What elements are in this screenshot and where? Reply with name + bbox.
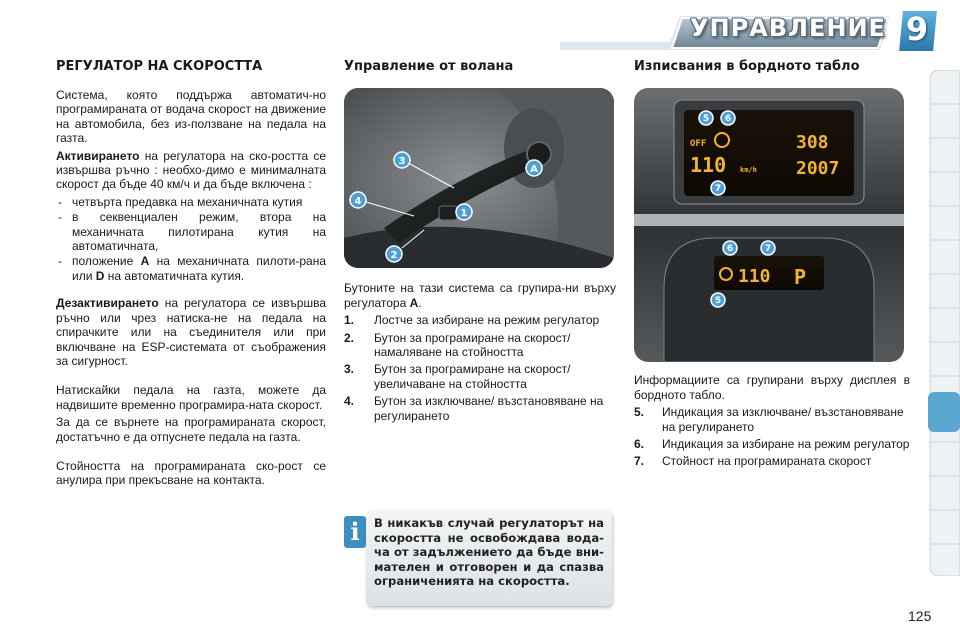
intro-text: Система, която поддържа автоматич-но програмираната от водача скорост на движение на автомобила, без из-ползване на педала на газта. — [56, 88, 326, 146]
condition-item — [56, 254, 326, 283]
condition-text: на механичната пилоти-рана или — [72, 254, 327, 283]
page-number: 125 — [908, 608, 932, 624]
list-item — [344, 331, 616, 360]
item-number: 4. — [344, 394, 355, 409]
item-number: 7. — [634, 454, 645, 469]
item-text: Бутон за програмиране на скорост/увеличаване на стойността — [374, 362, 571, 391]
item-number: 2. — [344, 330, 355, 345]
item-number: 5. — [634, 405, 645, 420]
section-title: Изписвания в бордното табло — [634, 59, 860, 74]
upper-unit: km/h — [740, 166, 757, 174]
list-item — [634, 454, 910, 468]
condition-item: - четвърта предавка на механичната кутия — [56, 195, 326, 209]
activation-paragraph — [56, 149, 326, 192]
callout-7: 7 — [714, 184, 722, 194]
dashboard-display-section — [634, 60, 910, 469]
callout-7-lower: 7 — [764, 244, 772, 254]
buttons-intro — [344, 281, 616, 310]
condition-text: на автоматичната кутия. — [104, 268, 245, 283]
section-title: Управление от волана — [344, 59, 514, 74]
callout-5-lower: 5 — [714, 296, 722, 306]
return-text: За да се върнете на програмираната скорост, достатъчно е да отпуснете педала на газта. — [56, 415, 326, 444]
gear-d: D — [95, 268, 105, 283]
callout-2: 2 — [390, 250, 398, 261]
item-text: Стойност на програмираната скорост — [662, 454, 872, 469]
list-item — [344, 362, 616, 391]
deactivation-paragraph — [56, 296, 326, 368]
item-text: Лостче за избиране на режим регулатор — [374, 313, 600, 328]
display-intro: Информациите са групирани върху дисплея в бордното табло. — [634, 373, 910, 402]
odometer-value: 2007 — [796, 158, 840, 179]
list-item — [634, 437, 910, 451]
intro-text: Бутоните на тази система са групира-ни върху регулатора — [344, 281, 616, 310]
callout-6: 6 — [724, 114, 732, 124]
range-value: 308 — [796, 132, 829, 153]
condition-text: положение — [72, 254, 141, 269]
item-number: 1. — [344, 313, 355, 328]
instrument-panel-photo — [634, 88, 904, 362]
gas-text: Натискайки педала на газта, можете да надвишите временно програмира-ната скорост. — [56, 383, 326, 412]
item-text: Бутон за програмиране на скорост/намаляване на стойността — [374, 330, 571, 360]
intro-text: . — [418, 295, 422, 310]
list-item — [344, 313, 616, 327]
activation-text: на регулатора на ско-ростта се извършва ръчно : необхо-димо е минималната скорост да бъде 40 км/ч и да бъде включена : — [56, 148, 326, 192]
list-item — [344, 394, 616, 423]
lower-speed: 110 — [738, 266, 771, 287]
activation-label: Активирането — [56, 148, 140, 163]
cancel-text: Стойността на програмираната ско-рост се анулира при прекъсване на контакта. — [56, 458, 326, 488]
chapter-tabs — [926, 70, 960, 576]
chapter-title: УПРАВЛЕНИЕ — [690, 14, 886, 42]
off-indicator: OFF — [690, 139, 707, 149]
gear-a: A — [140, 254, 150, 269]
active-tab[interactable] — [928, 392, 960, 432]
steering-stalk-photo — [344, 88, 614, 268]
callout-a: A — [530, 164, 538, 175]
info-icon: i — [344, 516, 366, 548]
callout-3: 3 — [398, 156, 406, 167]
item-text: Индикация за изключване/ възстановяване на регулирането — [662, 405, 904, 434]
gear-indicator: P — [794, 265, 807, 289]
callout-5: 5 — [702, 114, 710, 124]
callout-4: 4 — [354, 196, 362, 207]
deactivation-text: на регулатора се извършва ръчно или чрез натиска-не на педала на спирачките или на съединителя или при включване на ESP-системата от съображения за сигурност. — [56, 296, 326, 368]
condition-item: - в секвенциален режим, втора на механичната пилотирана кутия на автоматичната, — [56, 210, 326, 253]
section-title: РЕГУЛАТОР НА СКОРОСТТА — [56, 59, 263, 74]
callout-6-lower: 6 — [726, 244, 734, 254]
steering-control-section — [344, 60, 616, 423]
list-item — [634, 405, 910, 434]
regulator-a: A — [409, 295, 419, 310]
chapter-number: 9 — [905, 10, 929, 48]
item-text: Бутон за изключване/ възстановяване на регулирането — [374, 394, 604, 423]
upper-speed: 110 — [690, 153, 727, 177]
item-number: 6. — [634, 437, 645, 452]
deactivation-label: Дезактивирането — [56, 296, 159, 311]
item-text: Индикация за избиране на режим регулатор — [662, 437, 910, 452]
cruise-control-section — [56, 60, 326, 491]
item-number: 3. — [344, 362, 355, 377]
info-note: В никакъв случай регулаторът на скоростта не освобождава вода-ча от задължението да бъде вни-мателен и отговорен и да спазва ограниченията на скоростта. — [366, 510, 612, 606]
callout-1: 1 — [460, 208, 468, 219]
